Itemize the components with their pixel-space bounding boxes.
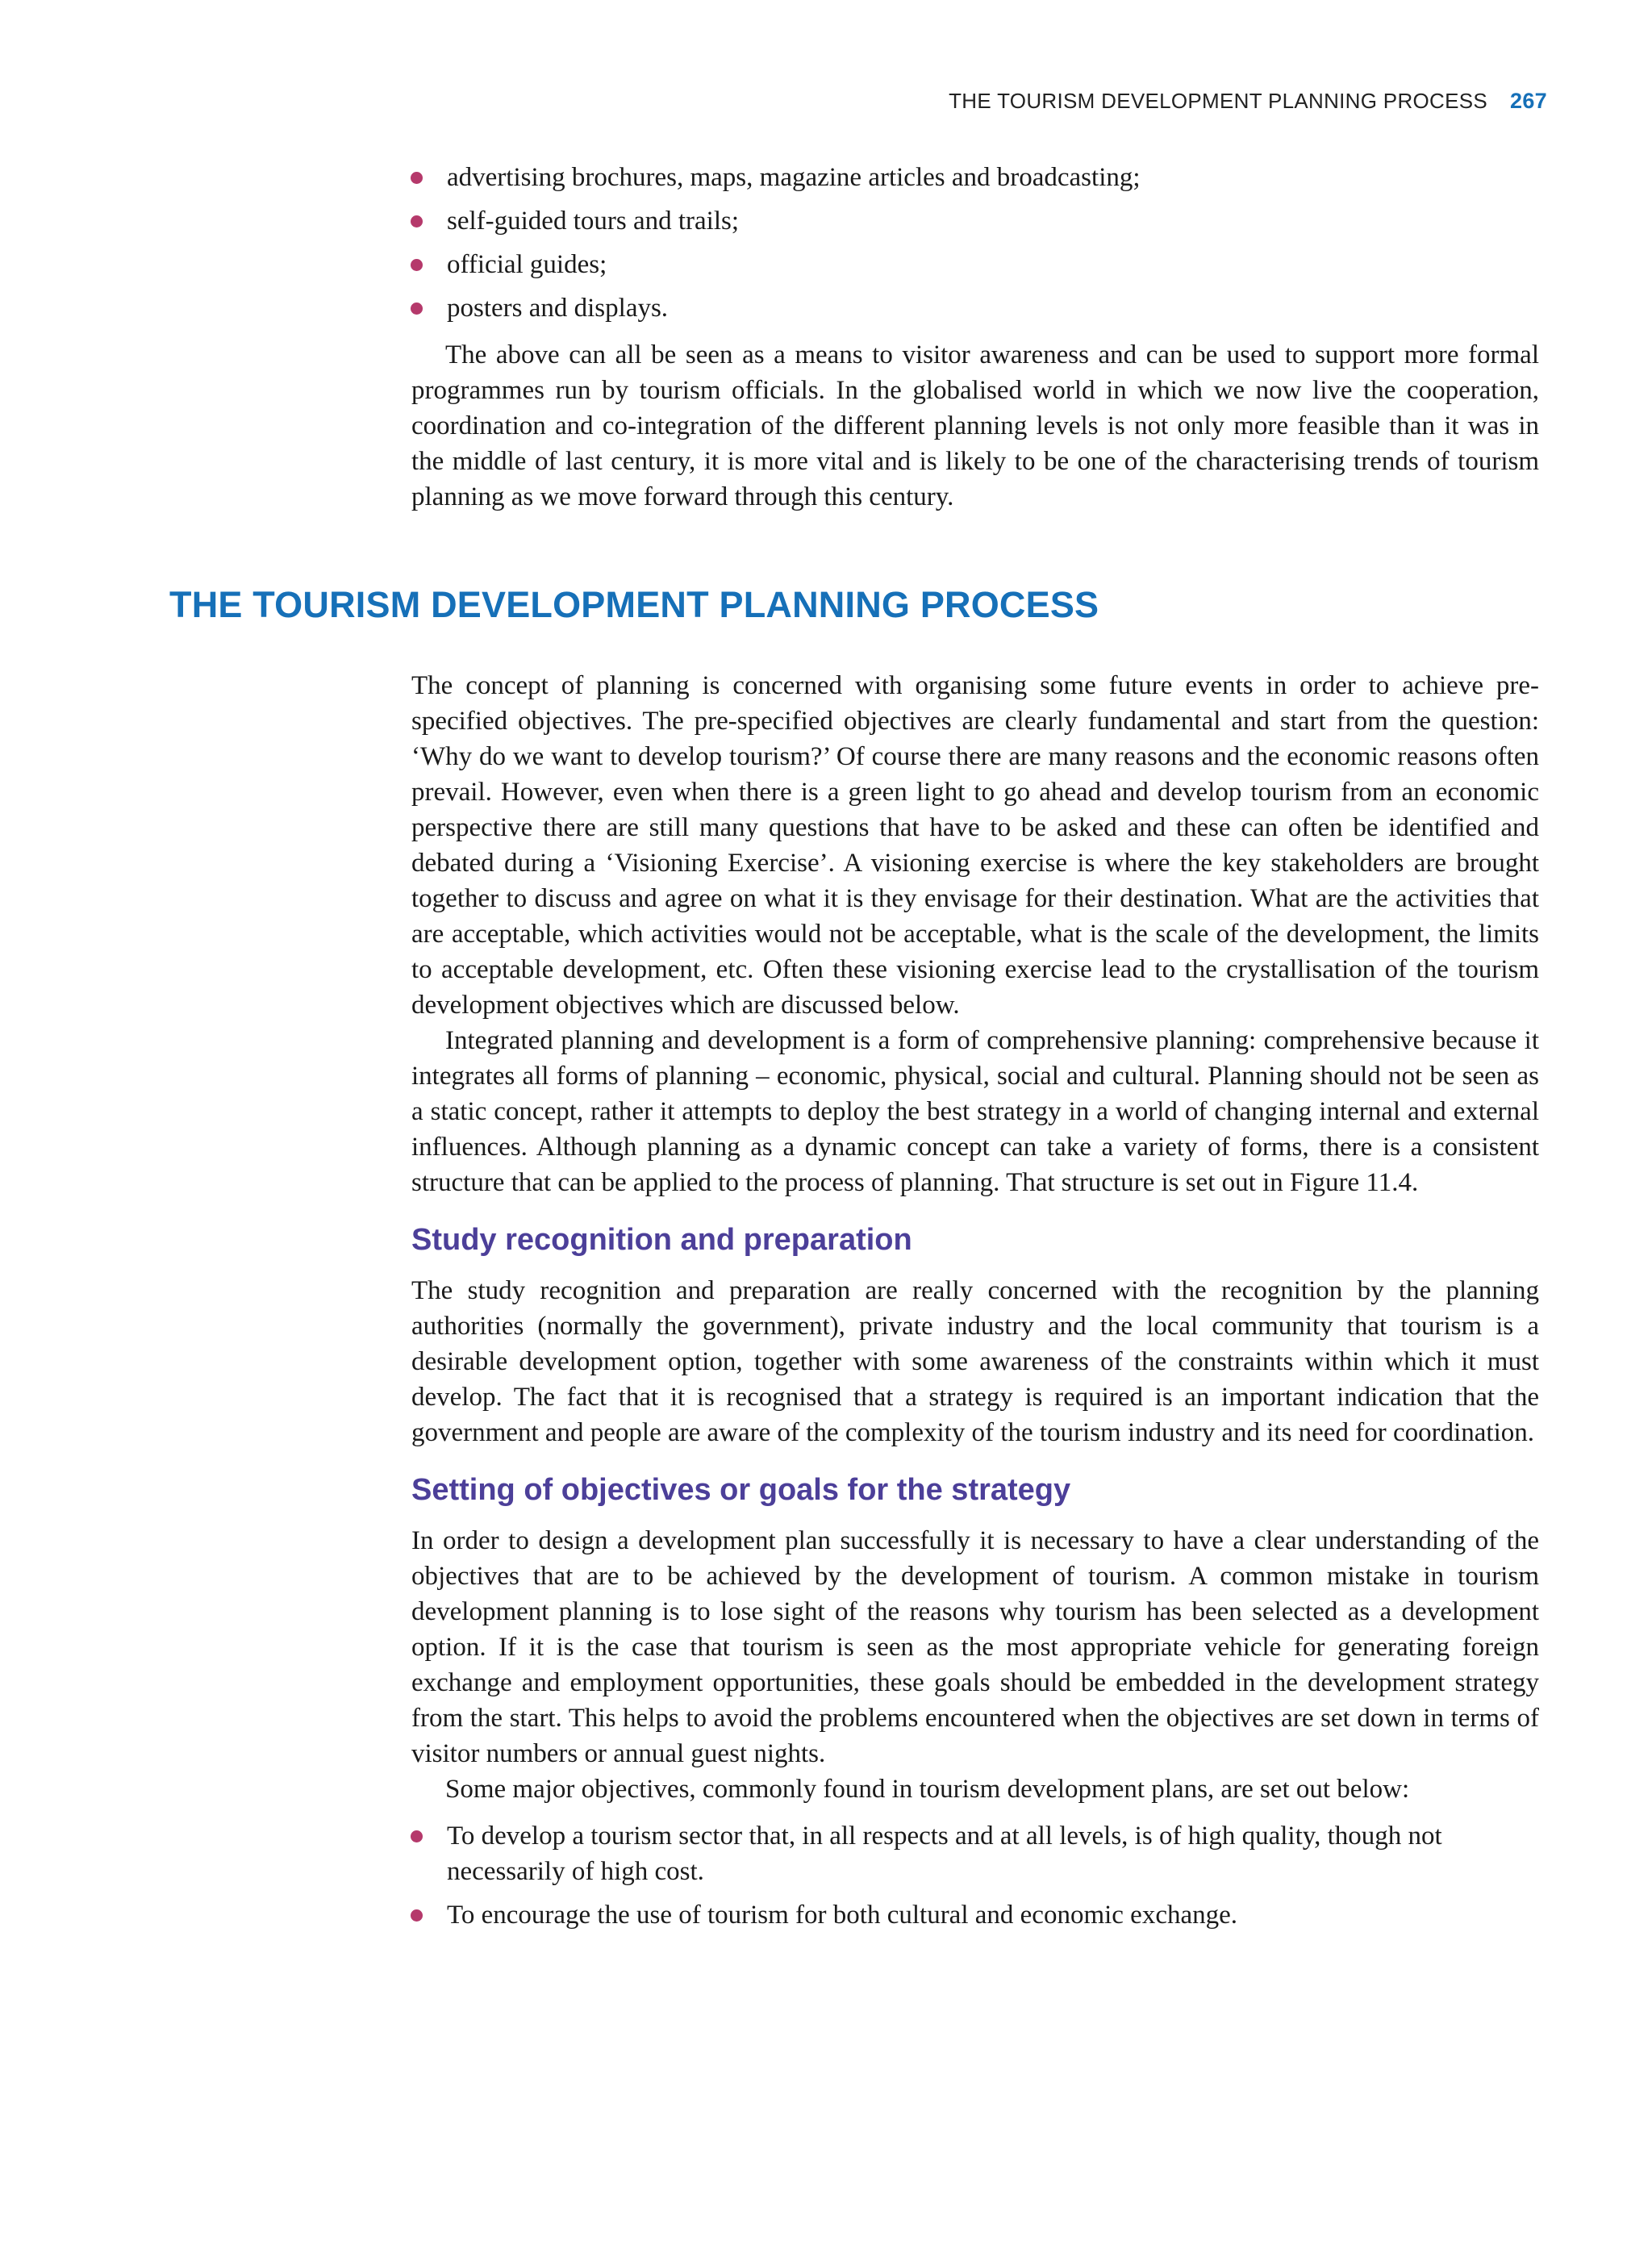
objectives-heading: Setting of objectives or goals for the strategy (411, 1473, 1071, 1507)
section-heading: THE TOURISM DEVELOPMENT PLANNING PROCESS (169, 584, 1099, 625)
top-content (411, 160, 1539, 515)
section-paragraph: The concept of planning is concerned with organising some future events in order to achieve pre-specified objectives. The pre-specified objectives are clearly fundamental and start from the question: ‘Why do we want to develop tourism?’ Of course there are many reasons and the economic reasons often prevail. However, even when there is a green light to go ahead and develop tourism from an economic perspective there are still many questions that have to be asked and these can often be identified and debated during a ‘Visioning Exercise’. A visioning exercise is where the key stakeholders are brought together to discuss and agree on what it is they envisage for their destination. What are the activities that are acceptable, which activities would not be acceptable, what is the scale of the development, the limits to acceptable development, etc. Often these visioning exercise lead to the crystallisation of the tourism development objectives which are discussed below. (411, 671, 1539, 1020)
running-head (949, 89, 1547, 114)
section-paragraph: Integrated planning and development is a form of comprehensive planning: comprehensive because it integrates all forms of planning – economic, physical, social and cultural. Planning should not be seen as a static concept, rather it attempts to deploy the best strategy in a world of changing internal and external influences. Although planning as a dynamic concept can take a variety of forms, there is a consistent structure that can be applied to the process of planning. That structure is set out in Figure 11.4. (411, 1026, 1539, 1197)
bullet-icon (411, 303, 423, 315)
bullet-icon (411, 1909, 423, 1922)
running-head-title: THE TOURISM DEVELOPMENT PLANNING PROCESS (949, 89, 1488, 113)
list-item: self-guided tours and trails; (411, 203, 1539, 239)
objectives-paragraph: Some major objectives, commonly found in tourism development plans, are set out below: (445, 1775, 1410, 1804)
page-number: 267 (1510, 89, 1547, 113)
bullet-icon (411, 172, 423, 184)
bullet-icon (411, 215, 423, 227)
list-item: official guides; (411, 247, 1539, 282)
intro-paragraph: The above can all be seen as a means to visitor awareness and can be used to support more formal programmes run by tourism officials. In the globalised world in which we now live the cooperation, coordination and co-integration of the different planning levels is not only more feasible than it was in the middle of last century, it is more vital and is likely to be one of the characterising trends of tourism planning as we move forward through this century. (411, 340, 1539, 511)
list-item: posters and displays. (411, 290, 1539, 326)
list-item: To develop a tourism sector that, in all respects and at all levels, is of high quality, though not necessarily of high cost. (411, 1818, 1539, 1889)
bottom-bullet-list (411, 1818, 1539, 1933)
list-item: advertising brochures, maps, magazine articles and broadcasting; (411, 160, 1539, 195)
objectives-paragraph: In order to design a development plan successfully it is necessary to have a clear understanding of the objectives that are to be achieved by the development of tourism. A common mistake in tourism development planning is to lose sight of the reasons why tourism has been selected as a development option. If it is the case that tourism is seen as the most appropriate vehicle for generating foreign exchange and employment opportunities, these goals should be embedded in the development strategy from the start. This helps to avoid the problems encountered when the objectives are set down in terms of visitor numbers or annual guest nights. (411, 1526, 1539, 1768)
study-paragraph: The study recognition and preparation are really concerned with the recognition by the planning authorities (normally the government), private industry and the local community that tourism is a desirable development option, together with some awareness of the constraints within which it must develop. The fact that it is recognised that a strategy is required is an important indication that the government and people are aware of the complexity of the tourism industry and its need for coordination. (411, 1276, 1539, 1447)
study-heading: Study recognition and preparation (411, 1223, 912, 1257)
main-content (411, 668, 1539, 1941)
top-bullet-list (411, 160, 1539, 326)
bullet-icon (411, 1830, 423, 1842)
list-item: To encourage the use of tourism for both cultural and economic exchange. (411, 1897, 1539, 1933)
bullet-icon (411, 259, 423, 271)
